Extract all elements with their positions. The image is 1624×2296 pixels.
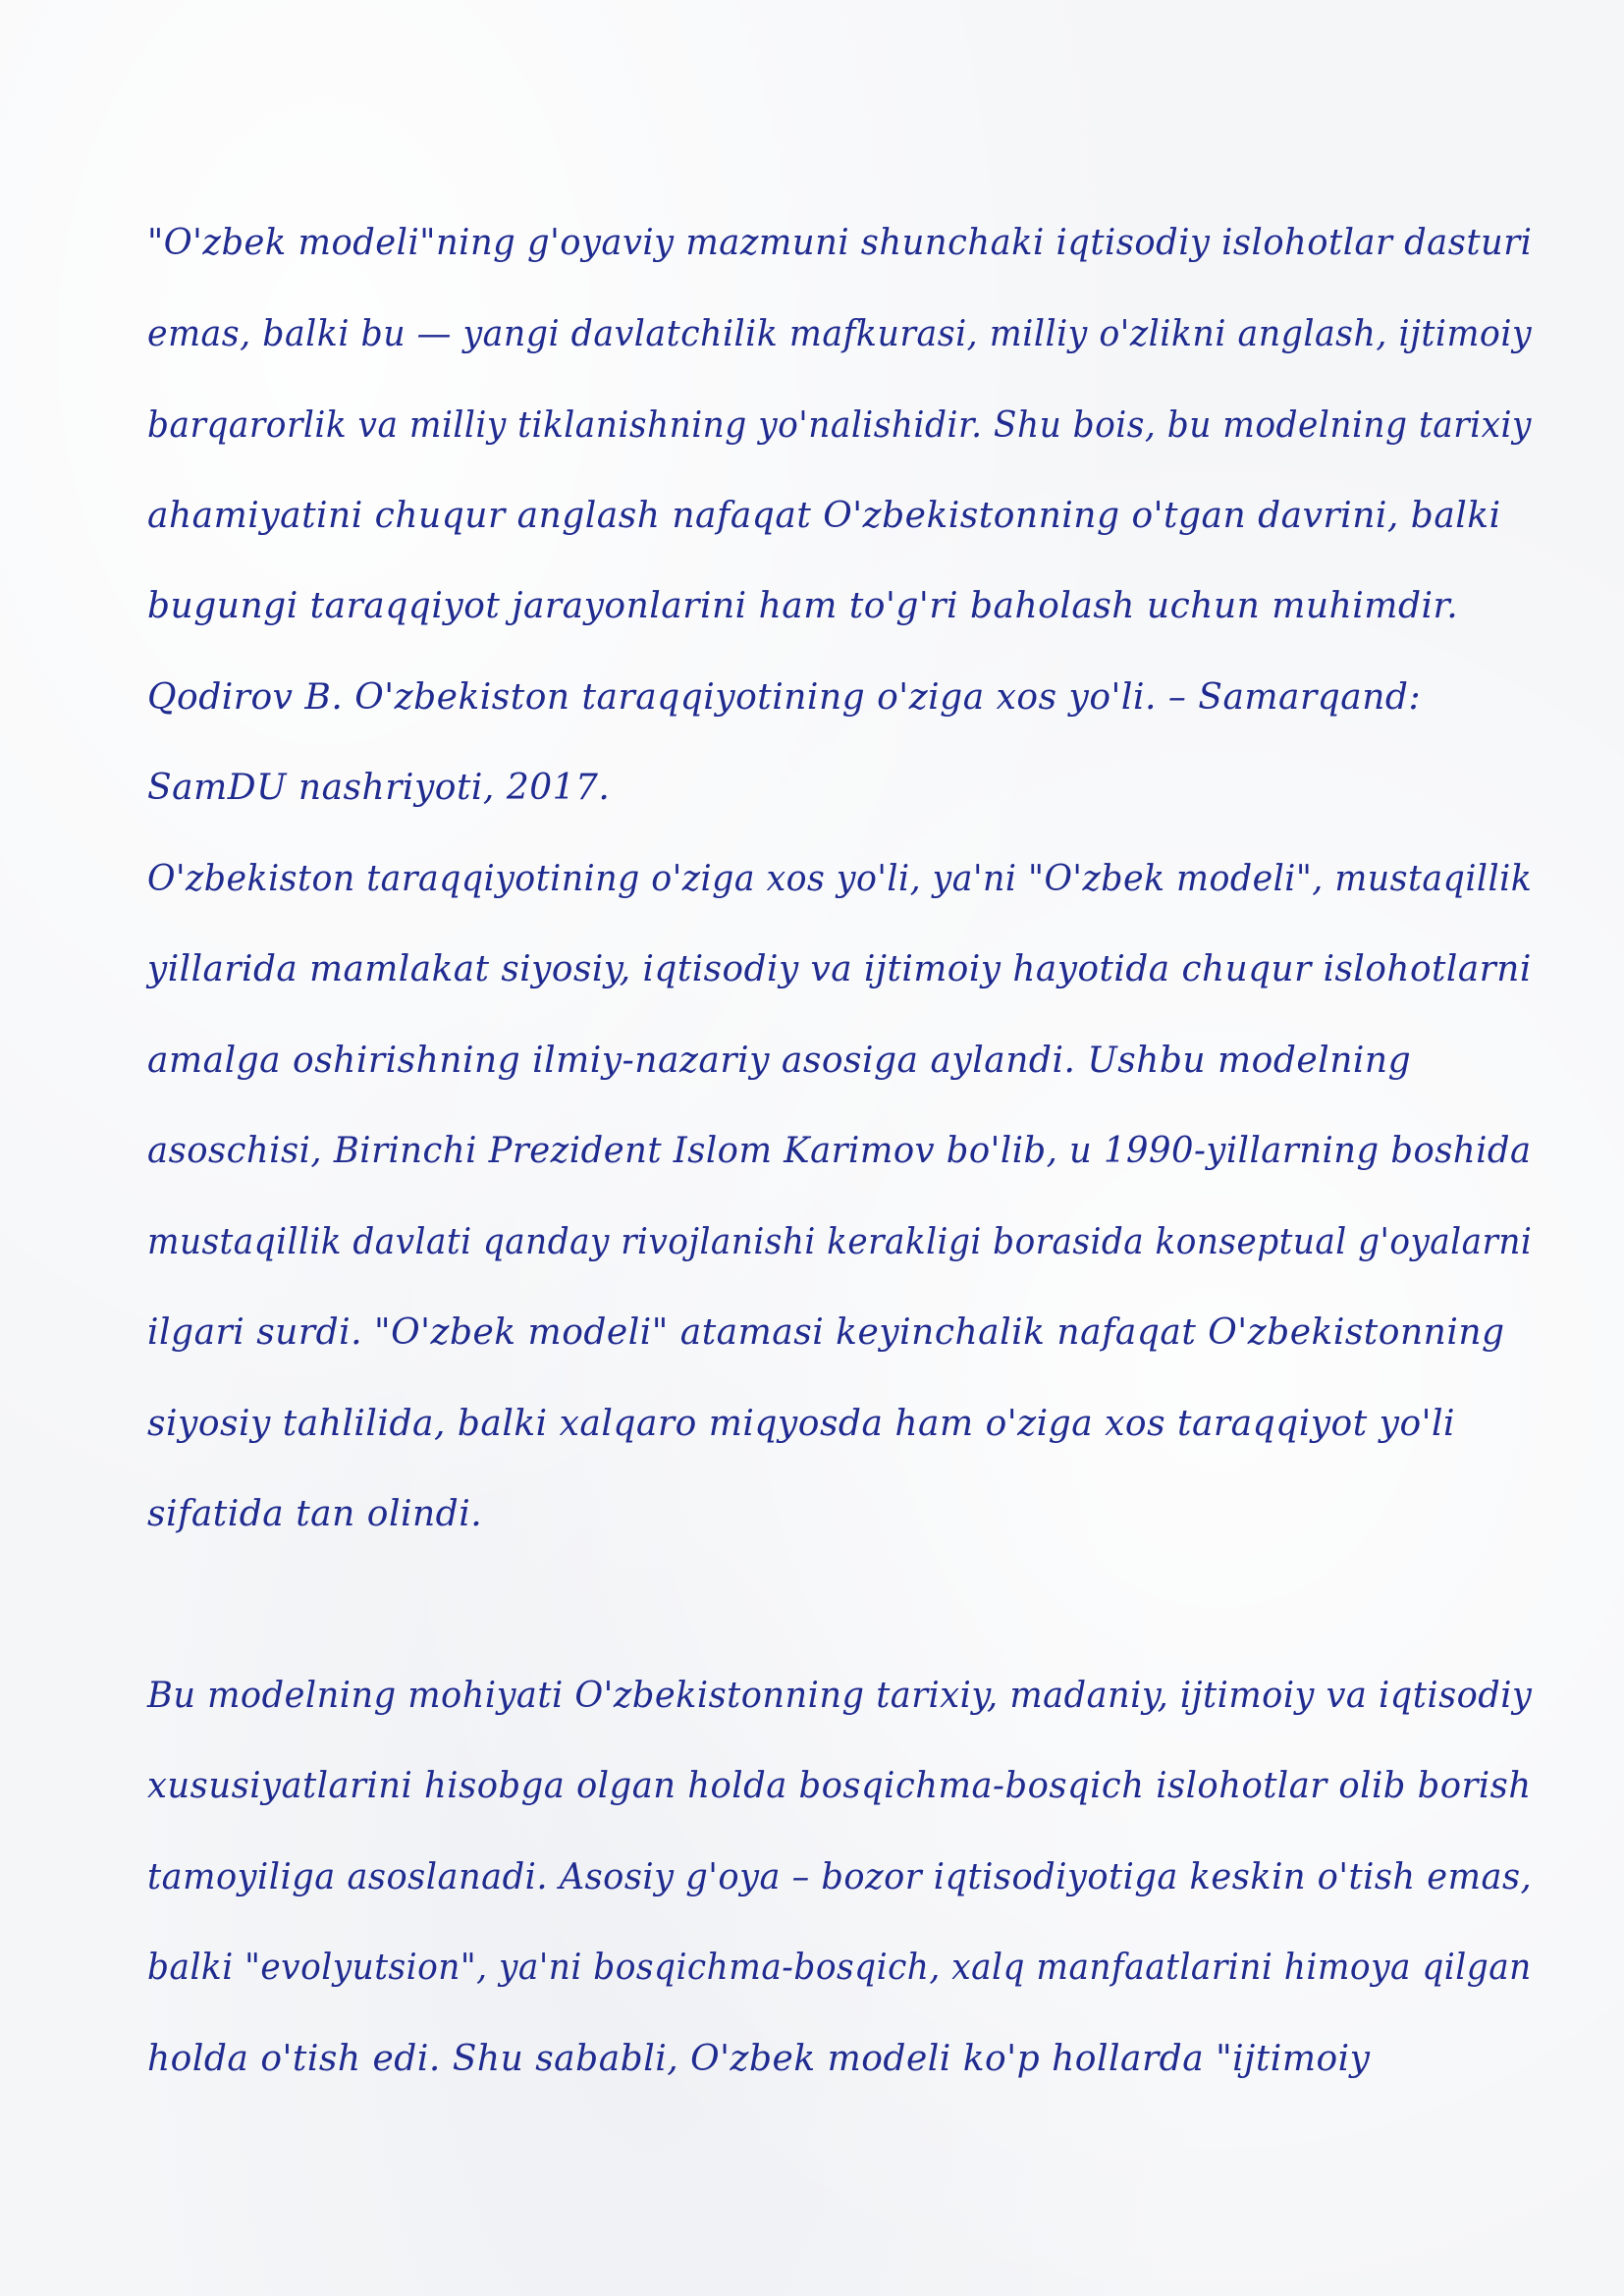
text-line: emas, balki bu — yangi davlatchilik mafkurasi, milliy o'zlikni anglash, ijtimoiy xyxy=(147,314,1533,354)
text-line: Bu modelning mohiyati O'zbekistonning tarixiy, madaniy, ijtimoiy va iqtisodiy xyxy=(147,1676,1533,1716)
text-line: "O'zbek modeli"ning g'oyaviy mazmuni shunchaki iqtisodiy islohotlar dasturi xyxy=(147,223,1533,263)
text-line: siyosiy tahlilida, balki xalqaro miqyosda ham o'ziga xos taraqqiyot yo'li xyxy=(147,1404,1456,1444)
text-line: ilgari surdi. "O'zbek modeli" atamasi keyinchalik nafaqat O'zbekistonning xyxy=(147,1312,1505,1353)
text-line: holda o'tish edi. Shu sababli, O'zbek modeli ko'p hollarda "ijtimoiy xyxy=(147,2039,1371,2079)
text-line: ahamiyatini chuqur anglash nafaqat O'zbekistonning o'tgan davrini, balki xyxy=(147,496,1501,536)
citation-line: SamDU nashriyoti, 2017. xyxy=(147,768,611,808)
text-line: O'zbekiston taraqqiyotining o'ziga xos yo'li, ya'ni "O'zbek modeli", mustaqillik xyxy=(147,859,1533,899)
text-line: bugungi taraqqiyot jarayonlarini ham to'g'ri baholash uchun muhimdir. xyxy=(147,586,1459,626)
text-line: barqarorlik va milliy tiklanishning yo'nalishidir. Shu bois, bu modelning tarixiy xyxy=(147,405,1532,446)
text-line: xususiyatlarini hisobga olgan holda bosqichma-bosqich islohotlar olib borish xyxy=(147,1766,1532,1806)
text-line: amalga oshirishning ilmiy-nazariy asosiga aylandi. Ushbu modelning xyxy=(147,1041,1412,1081)
text-line: asoschisi, Birinchi Prezident Islom Karimov bo'lib, u 1990-yillarning boshida xyxy=(147,1131,1532,1171)
citation-line: Qodirov B. O'zbekiston taraqqiyotining o'ziga xos yo'li. – Samarqand: xyxy=(147,677,1422,718)
text-line: yillarida mamlakat siyosiy, iqtisodiy va ijtimoiy hayotida chuqur islohotlarni xyxy=(147,949,1532,989)
text-line: tamoyiliga asoslanadi. Asosiy g'oya – bozor iqtisodiyotiga keskin o'tish emas, xyxy=(147,1857,1533,1897)
text-line: sifatida tan olindi. xyxy=(147,1494,483,1534)
text-line: balki "evolyutsion", ya'ni bosqichma-bosqich, xalq manfaatlarini himoya qilgan xyxy=(147,1948,1532,1988)
text-line: mustaqillik davlati qanday rivojlanishi kerakligi borasida konseptual g'oyalarni xyxy=(147,1222,1533,1262)
